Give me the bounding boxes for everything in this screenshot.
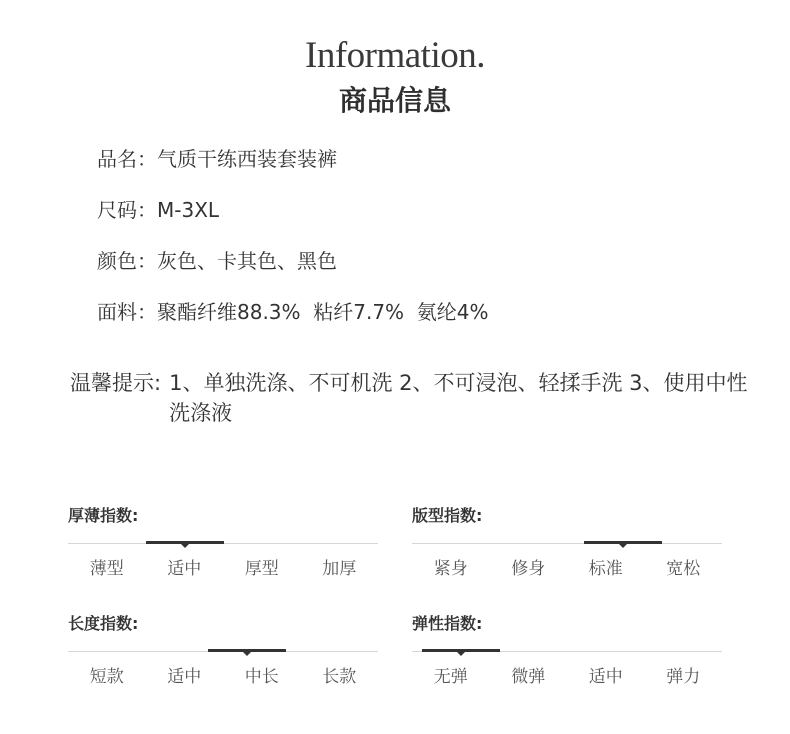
info-value: 灰色、卡其色、黑色 bbox=[157, 249, 337, 273]
info-label: 尺码： bbox=[97, 198, 157, 222]
title-english: Information. bbox=[305, 35, 485, 76]
index-marker bbox=[422, 649, 500, 652]
index-marker bbox=[208, 649, 286, 652]
info-row-color bbox=[97, 247, 337, 275]
fit-index bbox=[412, 505, 722, 585]
index-marker bbox=[584, 541, 662, 544]
care-tip-label: 温馨提示: bbox=[70, 371, 162, 395]
index-option: 薄型 bbox=[89, 559, 124, 579]
length-index bbox=[68, 613, 378, 693]
index-track bbox=[412, 543, 722, 544]
index-option: 短款 bbox=[89, 667, 124, 687]
info-row-name bbox=[97, 145, 337, 173]
index-option: 适中 bbox=[167, 667, 202, 687]
title-chinese: 商品信息 bbox=[338, 84, 451, 117]
info-value: M-3XL bbox=[157, 198, 220, 222]
index-title: 长度指数: bbox=[68, 614, 139, 633]
info-label: 面料： bbox=[97, 300, 157, 324]
index-title: 版型指数: bbox=[412, 506, 483, 525]
thickness-index bbox=[68, 505, 378, 585]
index-option-selected: 标准 bbox=[588, 559, 623, 579]
index-title: 弹性指数: bbox=[412, 614, 483, 633]
info-label: 品名： bbox=[97, 147, 157, 171]
index-option: 宽松 bbox=[666, 559, 701, 579]
index-option: 微弹 bbox=[511, 667, 546, 687]
index-option: 弹力 bbox=[666, 667, 701, 687]
index-option: 紧身 bbox=[433, 559, 468, 579]
care-tip-text: 1、单独洗涤、不可机洗 2、不可浸泡、轻揉手洗 3、使用中性洗涤液 bbox=[169, 371, 748, 425]
info-value: 气质干练西装套装裤 bbox=[157, 147, 337, 171]
index-marker bbox=[146, 541, 224, 544]
elasticity-index bbox=[412, 613, 722, 693]
care-tip bbox=[70, 368, 760, 428]
index-option-selected: 中长 bbox=[244, 667, 279, 687]
index-option: 加厚 bbox=[322, 559, 357, 579]
index-option: 厚型 bbox=[244, 559, 279, 579]
index-option: 修身 bbox=[511, 559, 546, 579]
index-option: 长款 bbox=[322, 667, 357, 687]
index-option-selected: 无弹 bbox=[433, 667, 468, 687]
info-label: 颜色： bbox=[97, 249, 157, 273]
info-row-size bbox=[97, 196, 219, 224]
index-title: 厚薄指数: bbox=[68, 506, 139, 525]
index-option-selected: 适中 bbox=[167, 559, 202, 579]
info-row-fabric bbox=[97, 298, 489, 326]
info-value: 聚酯纤维88.3% 粘纤7.7% 氨纶4% bbox=[157, 300, 489, 324]
index-option: 适中 bbox=[588, 667, 623, 687]
